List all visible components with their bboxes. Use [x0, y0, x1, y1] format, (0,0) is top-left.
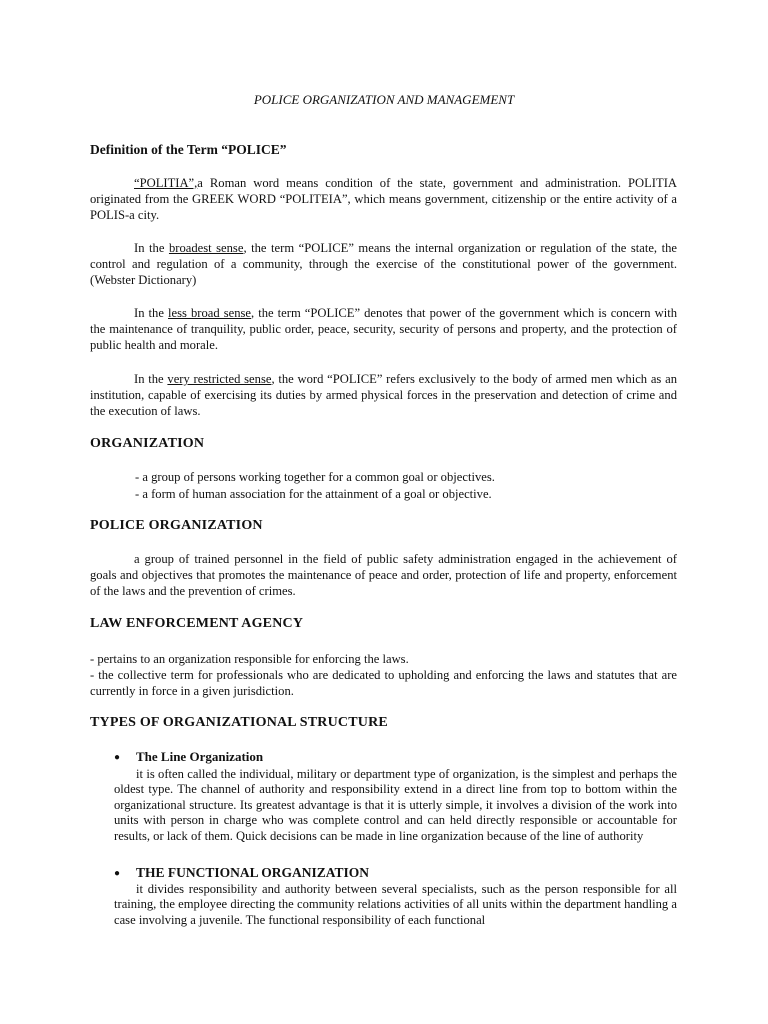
restricted-lead: In the [134, 372, 168, 386]
broadest-lead: In the [134, 241, 169, 255]
police-organization-paragraph: a group of trained personnel in the field of public safety administration engaged in the achievement of goals and objectives that promotes the maintenance of peace and order, protection of life and property, enforcement of the laws and the prevention of crimes. [90, 552, 677, 599]
police-organization-heading: POLICE ORGANIZATION [90, 518, 263, 533]
less-broad-sense-term: less broad sense [168, 306, 251, 320]
line-organization-text: it is often called the individual, military or department type of organization, is the simplest and perhaps the oldest type. The channel of authority and responsibility extend in a direct line from top to bottom within the organizational structure. Its greatest advantage is that it is utterly simple, it involves a division of the work into units with person in charge who was complete control and can held directly responsible or accountable for results, or lack of them. Quick decisions can be made in line organization because of the line of authority [114, 767, 677, 843]
line-organization-title: The Line Organization [136, 749, 264, 764]
definition-heading: Definition of the Term “POLICE” [90, 142, 287, 157]
less-broad-sense-text: , the term “POLICE” denotes that power of the government which is concern with the maintenance of tranquility, public order, peace, security, security of persons and property, and the protection of public health and morale. [90, 306, 677, 353]
functional-organization-text: it divides responsibility and authority between several specialists, such as the person responsible for all training, the employee directing the community relations activities of all units within the department handling a case involving a juvenile. The functional responsibility of each functional [114, 882, 677, 927]
organization-heading: ORGANIZATION [90, 436, 205, 451]
functional-organization-title: THE FUNCTIONAL ORGANIZATION [136, 865, 370, 880]
restricted-sense-text: , the word “POLICE” refers exclusively to the body of armed men which as an institution, capable of exercising its duties by armed physical forces in the preservation and detection of crime and the execution of laws. [90, 372, 677, 419]
law-enforcement-line-2: - the collective term for professionals who are dedicated to upholding and enforcing the laws and statutes that are currently in force in a given jurisdiction. [90, 668, 677, 699]
politia-term: “POLITIA”, [134, 176, 198, 190]
types-heading: TYPES OF ORGANIZATIONAL STRUCTURE [90, 715, 388, 730]
less-broad-sense-paragraph [90, 305, 677, 354]
organization-item: - a form of human association for the attainment of a goal or objective. [135, 487, 492, 501]
politia-paragraph [90, 175, 677, 224]
broadest-sense-text: , the term “POLICE” means the internal organization or regulation of the state, the control and regulation of a community, through the exercise of the constitutional power of the government. (Webster Dictionary) [90, 241, 678, 288]
law-enforcement-heading: LAW ENFORCEMENT AGENCY [90, 616, 304, 631]
less-broad-lead: In the [134, 306, 169, 320]
organization-item: - a group of persons working together for a common goal or objectives. [135, 470, 495, 484]
restricted-sense-term: very restricted sense [167, 372, 272, 386]
bullet-icon: ● [114, 868, 121, 879]
document-title: POLICE ORGANIZATION AND MANAGEMENT [253, 92, 515, 107]
politia-text: a Roman word means condition of the state, government and administration. POLITIA originated from the GREEK WORD “POLITEIA”, which means government, citizenship or the entire activity of a POLIS-a city. [90, 176, 677, 223]
law-enforcement-line-1: - pertains to an organization responsible for enforcing the laws. [90, 652, 409, 666]
broadest-sense-paragraph [90, 240, 677, 289]
restricted-sense-paragraph [90, 371, 677, 420]
bullet-icon: ● [114, 752, 121, 763]
broadest-sense-term: broadest sense [168, 241, 244, 255]
